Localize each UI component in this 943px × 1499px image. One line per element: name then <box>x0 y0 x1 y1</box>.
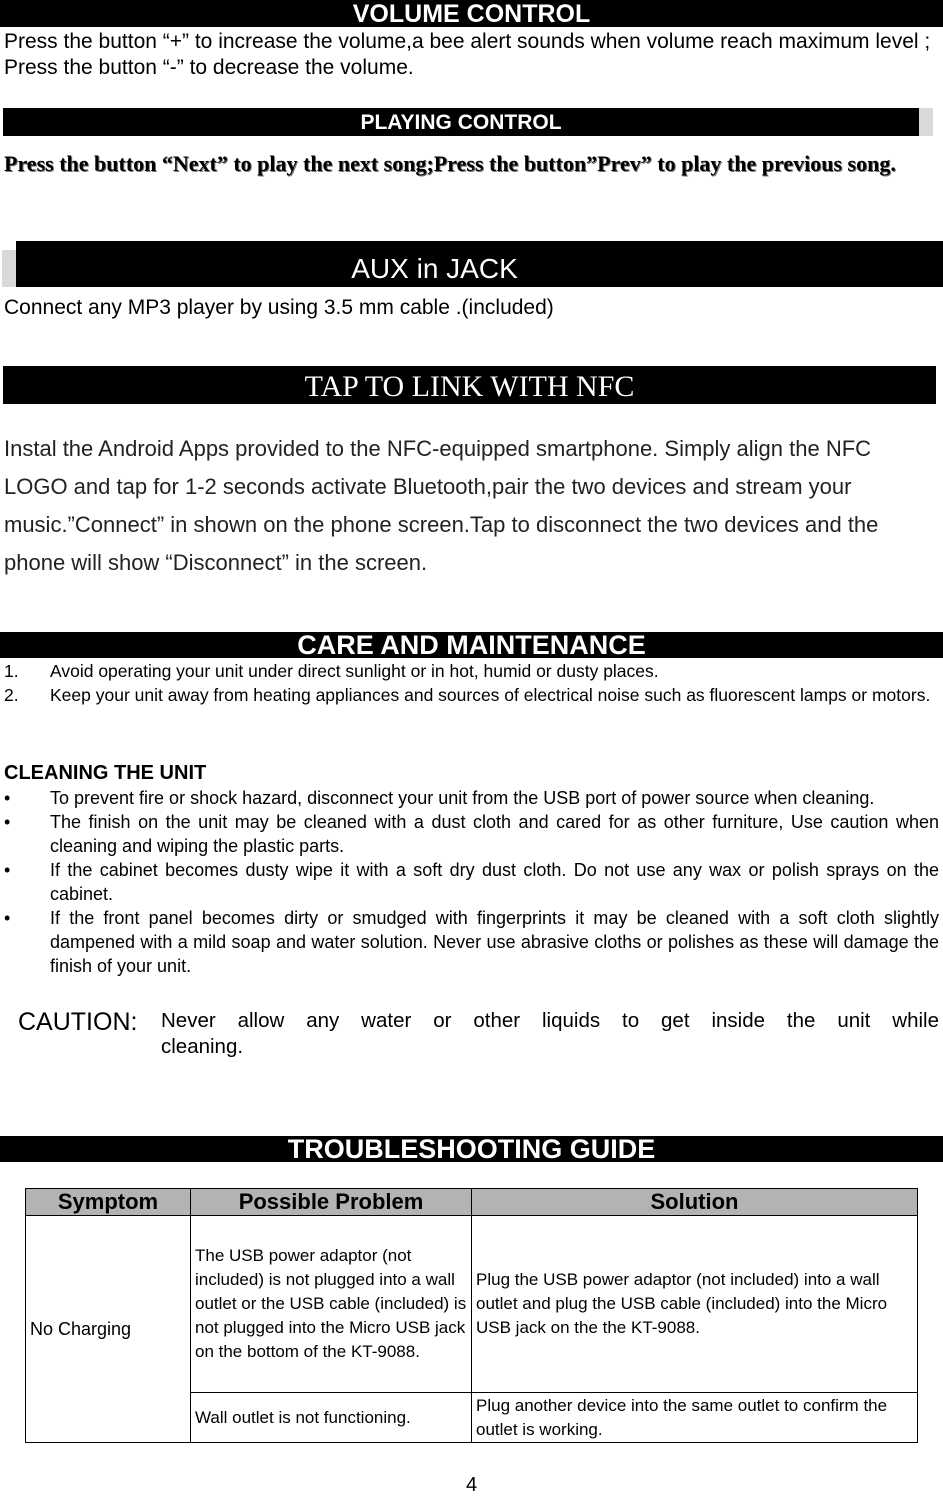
list-item <box>4 810 939 858</box>
problem-cell: The USB power adaptor (not included) is not plugged into a wall outlet or the USB cable (included) is not plugged into the Micro USB jack on the bottom of the KT-9088. <box>191 1216 472 1393</box>
page-number: 4 <box>465 1474 478 1496</box>
table-row <box>26 1216 918 1393</box>
caution-note <box>18 1008 939 1058</box>
list-item-text: If the front panel becomes dirty or smudged with fingerprints it may be cleaned with a soft cloth slightly dampened with a mild soap and water solution. Never use abrasive cloths or polishes as these will damage the finish of your unit. <box>50 908 939 976</box>
bullet-icon: • <box>4 788 11 808</box>
list-item-text: The finish on the unit may be cleaned with a dust cloth and cared for as other furniture, Use caution when cleaning and wiping the plastic parts. <box>50 812 939 856</box>
problem-cell: Wall outlet is not functioning. <box>191 1393 472 1443</box>
nfc-text: Instal the Android Apps provided to the NFC-equipped smartphone. Simply align the NFC LOGO and tap for 1-2 seconds activate Bluetooth,pair the two devices and stream your music.”Connect” in shown on the phone screen.Tap to disconnect the two devices and the phone will show “Disconnect” in the screen. <box>4 436 879 575</box>
troubleshooting-table <box>25 1188 918 1443</box>
caution-label: CAUTION: <box>18 1008 138 1036</box>
list-item <box>4 906 939 978</box>
list-item-text: Keep your unit away from heating appliances and sources of electrical noise such as fluorescent lamps or motors. <box>50 685 931 705</box>
bullet-icon: • <box>4 860 11 880</box>
list-item-text: If the cabinet becomes dusty wipe it with a soft dry dust cloth. Do not use any wax or polish sprays on the cabinet. <box>50 860 939 904</box>
table-header-row <box>26 1189 918 1216</box>
care-list <box>4 659 939 707</box>
troubleshooting-heading: TROUBLESHOOTING GUIDE <box>0 1136 943 1162</box>
aux-jack-heading: AUX in JACK <box>16 241 943 287</box>
volume-control-text: Press the button “+” to increase the volume,a bee alert sounds when volume reach maximum level ; Press the button “-” to decrease the volume. <box>4 30 931 79</box>
bullet-icon: • <box>4 908 11 928</box>
playing-control-heading: PLAYING CONTROL <box>3 108 919 136</box>
symptom-cell: No Charging <box>26 1216 191 1443</box>
caution-text-cont: cleaning. <box>161 1035 244 1058</box>
caution-text: Never allow any water or other liquids to get inside the unit while <box>161 1009 939 1032</box>
list-number: 1. <box>4 661 19 681</box>
list-item-text: To prevent fire or shock hazard, disconnect your unit from the USB port of power source when cleaning. <box>50 788 875 808</box>
volume-control-heading: VOLUME CONTROL <box>0 0 943 27</box>
aux-jack-text: Connect any MP3 player by using 3.5 mm cable .(included) <box>4 296 554 319</box>
column-header-problem: Possible Problem <box>191 1189 472 1216</box>
column-header-symptom: Symptom <box>26 1189 191 1216</box>
list-item <box>4 659 939 683</box>
heading-shade <box>919 108 933 136</box>
nfc-heading: TAP TO LINK WITH NFC <box>3 366 936 404</box>
list-item <box>4 786 939 810</box>
bullet-icon: • <box>4 812 11 832</box>
list-item-text: Avoid operating your unit under direct sunlight or in hot, humid or dusty places. <box>50 661 659 681</box>
playing-control-text: Press the button “Next” to play the next song;Press the button”Prev” to play the previous song. <box>4 151 896 176</box>
cleaning-list <box>4 786 939 978</box>
heading-shade <box>2 250 16 287</box>
cleaning-heading: CLEANING THE UNIT <box>4 762 207 784</box>
list-number: 2. <box>4 685 19 705</box>
column-header-solution: Solution <box>472 1189 918 1216</box>
care-maintenance-heading: CARE AND MAINTENANCE <box>0 632 943 658</box>
solution-cell: Plug the USB power adaptor (not included) into a wall outlet and plug the USB cable (included) into the Micro USB jack on the the KT-9088. <box>472 1216 918 1393</box>
solution-cell: Plug another device into the same outlet to confirm the outlet is working. <box>472 1393 918 1443</box>
list-item <box>4 858 939 906</box>
list-item <box>4 683 939 707</box>
